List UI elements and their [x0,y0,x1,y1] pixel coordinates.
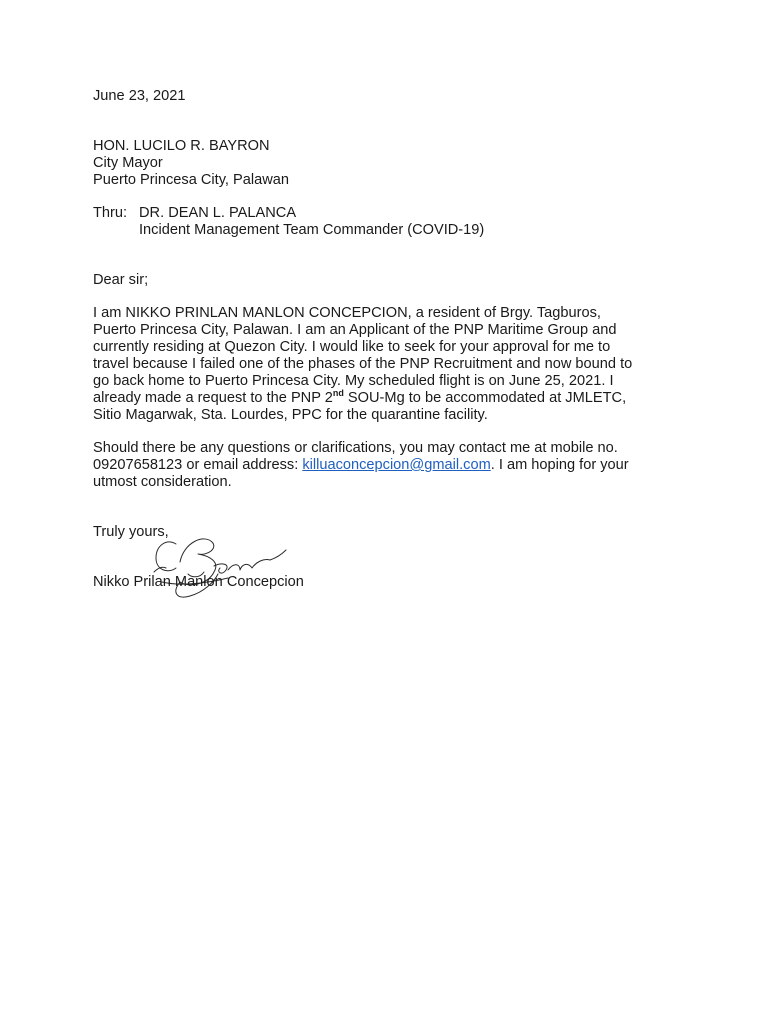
body-line: Should there be any questions or clarifications, you may contact me at mobile no. [93,440,618,456]
body-line [93,457,629,474]
recipient-title: City Mayor [93,155,163,171]
closing: Truly yours, [93,524,169,540]
body-text: SOU-Mg to be accommodated at JMLETC, [343,390,627,406]
body-line: Sitio Magarwak, Sta. Lourdes, PPC for the quarantine facility. [93,407,488,423]
body-line [93,390,626,407]
body-line: Puerto Princesa City, Palawan. I am an Applicant of the PNP Maritime Group and [93,322,617,338]
ordinal-suffix: nd [332,388,344,399]
thru-name: DR. DEAN L. PALANCA [139,205,297,221]
body-line: go back home to Puerto Princesa City. My scheduled flight is on June 25, 2021. I [93,373,614,389]
email-link[interactable]: killuaconcepcion@gmail.com [302,457,491,473]
letter-date: June 23, 2021 [93,88,186,104]
thru-label: Thru: [93,205,128,221]
recipient-name: HON. LUCILO R. BAYRON [93,138,270,154]
salutation: Dear sir; [93,272,149,288]
body-line: travel because I failed one of the phases of the PNP Recruitment and now bound to [93,356,633,372]
thru-title: Incident Management Team Commander (COVID-19) [139,222,485,238]
body-text: 09207658123 or email address: [93,457,303,473]
body-line: I am NIKKO PRINLAN MANLON CONCEPCION, a resident of Brgy. Tagburos, [93,305,601,321]
recipient-address: Puerto Princesa City, Palawan [93,172,290,188]
body-text: already made a request to the PNP 2 [93,390,333,406]
body-text: . I am hoping for your [490,457,629,473]
body-line: utmost consideration. [93,474,232,490]
body-line: currently residing at Quezon City. I would like to seek for your approval for me to [93,339,611,355]
signatory-name: Nikko Prilan Manlon Concepcion [93,574,304,590]
